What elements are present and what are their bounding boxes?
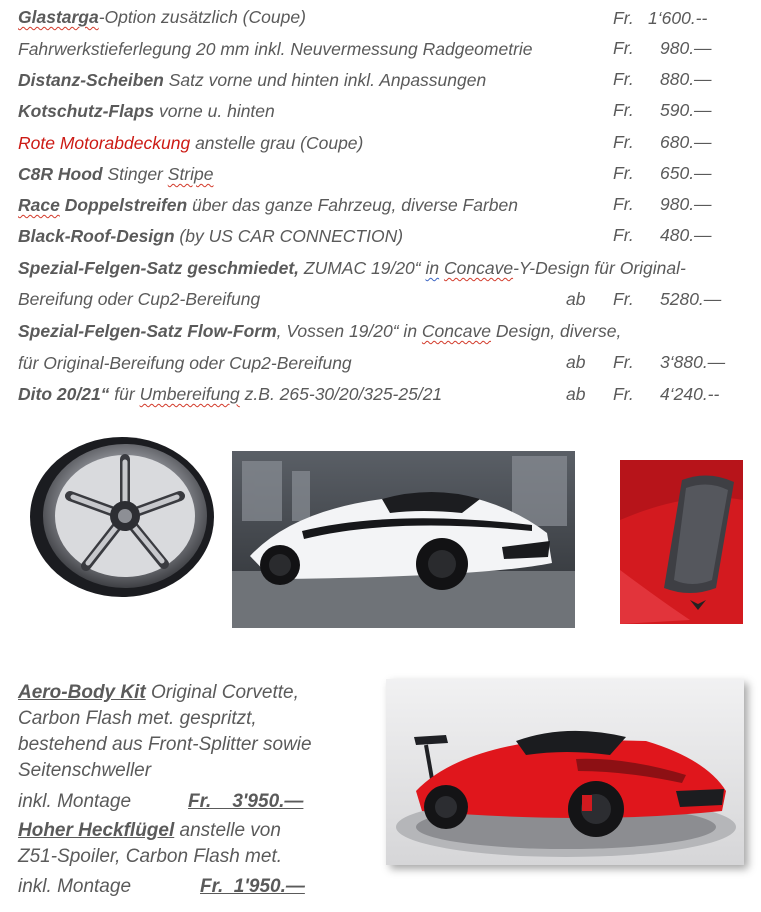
aero-line3: bestehend aus Front-Splitter sowie bbox=[18, 734, 312, 755]
option-name: Dito 20/21“ bbox=[18, 384, 110, 404]
price-currency: Fr. bbox=[613, 100, 634, 120]
price-amount: 4‘240.-- bbox=[660, 384, 720, 404]
price-amount: 480.— bbox=[660, 225, 712, 245]
wing-line2: Z51-Spoiler, Carbon Flash met. bbox=[18, 846, 283, 867]
price-currency: Fr. bbox=[613, 352, 634, 372]
option-race-stripes bbox=[18, 194, 518, 216]
option-desc-marked: in bbox=[425, 258, 440, 278]
option-felgen-zumac-line2 bbox=[18, 288, 260, 310]
option-dito bbox=[18, 383, 442, 405]
option-kotschutz bbox=[18, 100, 275, 122]
option-glastarga bbox=[18, 6, 306, 28]
price-amount: 880.— bbox=[660, 69, 712, 89]
option-desc: vorne u. hinten bbox=[154, 101, 275, 121]
red-hood-image bbox=[620, 460, 743, 624]
option-desc: Stinger bbox=[102, 164, 168, 184]
option-desc-line2: Bereifung oder Cup2-Bereifung bbox=[18, 289, 261, 309]
option-name: Black-Roof-Design bbox=[18, 226, 175, 246]
option-distanz bbox=[18, 69, 486, 91]
option-name: Race bbox=[18, 195, 60, 215]
option-desc-marked: Stripe bbox=[167, 164, 214, 184]
option-desc-tail: z.B. 265-30/20/325-25/21 bbox=[239, 384, 443, 404]
price-currency: Fr. bbox=[613, 384, 634, 404]
option-fahrwerk bbox=[18, 38, 533, 60]
option-desc: Satz vorne und hinten inkl. Anpassungen bbox=[163, 70, 487, 90]
price-currency: Fr. bbox=[613, 194, 634, 214]
price-amount: 980.— bbox=[660, 194, 712, 214]
aero-line2: Carbon Flash met. gespritzt, bbox=[18, 708, 257, 729]
option-desc: anstelle grau (Coupe) bbox=[190, 133, 364, 153]
wing-title: Hoher Heckflügel bbox=[18, 820, 175, 841]
option-felgen-vossen-line2 bbox=[18, 352, 352, 374]
price-amount: 5280.— bbox=[660, 289, 722, 309]
option-desc: für bbox=[109, 384, 140, 404]
wing-title-rest: anstelle von bbox=[174, 820, 281, 841]
price-ab: ab bbox=[566, 384, 586, 404]
option-desc-marked: Concave bbox=[421, 321, 491, 341]
wing-price: Fr. 1'950.— bbox=[200, 876, 305, 897]
price-amount: 680.— bbox=[660, 132, 712, 152]
price-currency: Fr. bbox=[613, 8, 634, 28]
price-amount: 650.— bbox=[660, 163, 712, 183]
option-name: Rote Motorabdeckung bbox=[18, 133, 191, 153]
white-car-image bbox=[232, 451, 575, 628]
aero-mount: inkl. Montage bbox=[18, 791, 132, 812]
option-name: Spezial-Felgen-Satz Flow-Form bbox=[18, 321, 277, 341]
option-desc: (by US CAR CONNECTION) bbox=[174, 226, 404, 246]
price-currency: Fr. bbox=[613, 132, 634, 152]
option-name-rest: Doppelstreifen bbox=[59, 195, 188, 215]
option-motorabdeckung bbox=[18, 132, 363, 154]
price-currency: Fr. bbox=[613, 225, 634, 245]
option-desc: , Vossen 19/20“ in bbox=[276, 321, 422, 341]
price-currency: Fr. bbox=[613, 38, 634, 58]
price-currency: Fr. bbox=[613, 289, 634, 309]
aero-title: Aero-Body Kit bbox=[18, 682, 146, 703]
price-ab: ab bbox=[566, 352, 586, 372]
option-name: Spezial-Felgen-Satz geschmiedet, bbox=[18, 258, 300, 278]
option-name: Distanz-Scheiben bbox=[18, 70, 164, 90]
red-car-image bbox=[386, 679, 744, 865]
option-c8r-hood bbox=[18, 163, 213, 185]
option-desc-tail: Design, diverse, bbox=[491, 321, 622, 341]
aero-kit-block bbox=[18, 680, 312, 784]
option-desc-marked: Umbereifung bbox=[139, 384, 240, 404]
option-name: Kotschutz-Flaps bbox=[18, 101, 155, 121]
aero-price: Fr. 3'950.— bbox=[188, 791, 304, 812]
price-amount: 590.— bbox=[660, 100, 712, 120]
option-desc: -Option zusätzlich (Coupe) bbox=[98, 7, 306, 27]
price-amount: 1‘600.-- bbox=[648, 8, 708, 28]
option-desc-tail: -Y-Design für Original- bbox=[513, 258, 686, 278]
price-ab: ab bbox=[566, 289, 586, 309]
option-desc-marked-2: Concave bbox=[443, 258, 514, 278]
price-amount: 3‘880.— bbox=[660, 352, 726, 372]
option-desc: Fahrwerkstieferlegung 20 mm inkl. Neuvermessung Radgeometrie bbox=[18, 39, 533, 59]
option-name: C8R Hood bbox=[18, 164, 103, 184]
wheel-image bbox=[22, 434, 222, 600]
aero-title-rest: Original Corvette, bbox=[145, 682, 299, 703]
option-desc: ZUMAC 19/20“ bbox=[299, 258, 426, 278]
price-currency: Fr. bbox=[613, 69, 634, 89]
aero-line4: Seitenschweller bbox=[18, 760, 152, 781]
option-name: Glastarga bbox=[18, 7, 99, 27]
option-black-roof bbox=[18, 225, 403, 247]
option-felgen-zumac bbox=[18, 257, 686, 279]
option-desc-line2: für Original-Bereifung oder Cup2-Bereifung bbox=[18, 353, 352, 373]
option-desc: über das ganze Fahrzeug, diverse Farben bbox=[187, 195, 518, 215]
wing-mount: inkl. Montage bbox=[18, 876, 132, 897]
wing-block bbox=[18, 818, 282, 870]
price-currency: Fr. bbox=[613, 163, 634, 183]
price-amount: 980.— bbox=[660, 38, 712, 58]
option-felgen-vossen bbox=[18, 320, 621, 342]
